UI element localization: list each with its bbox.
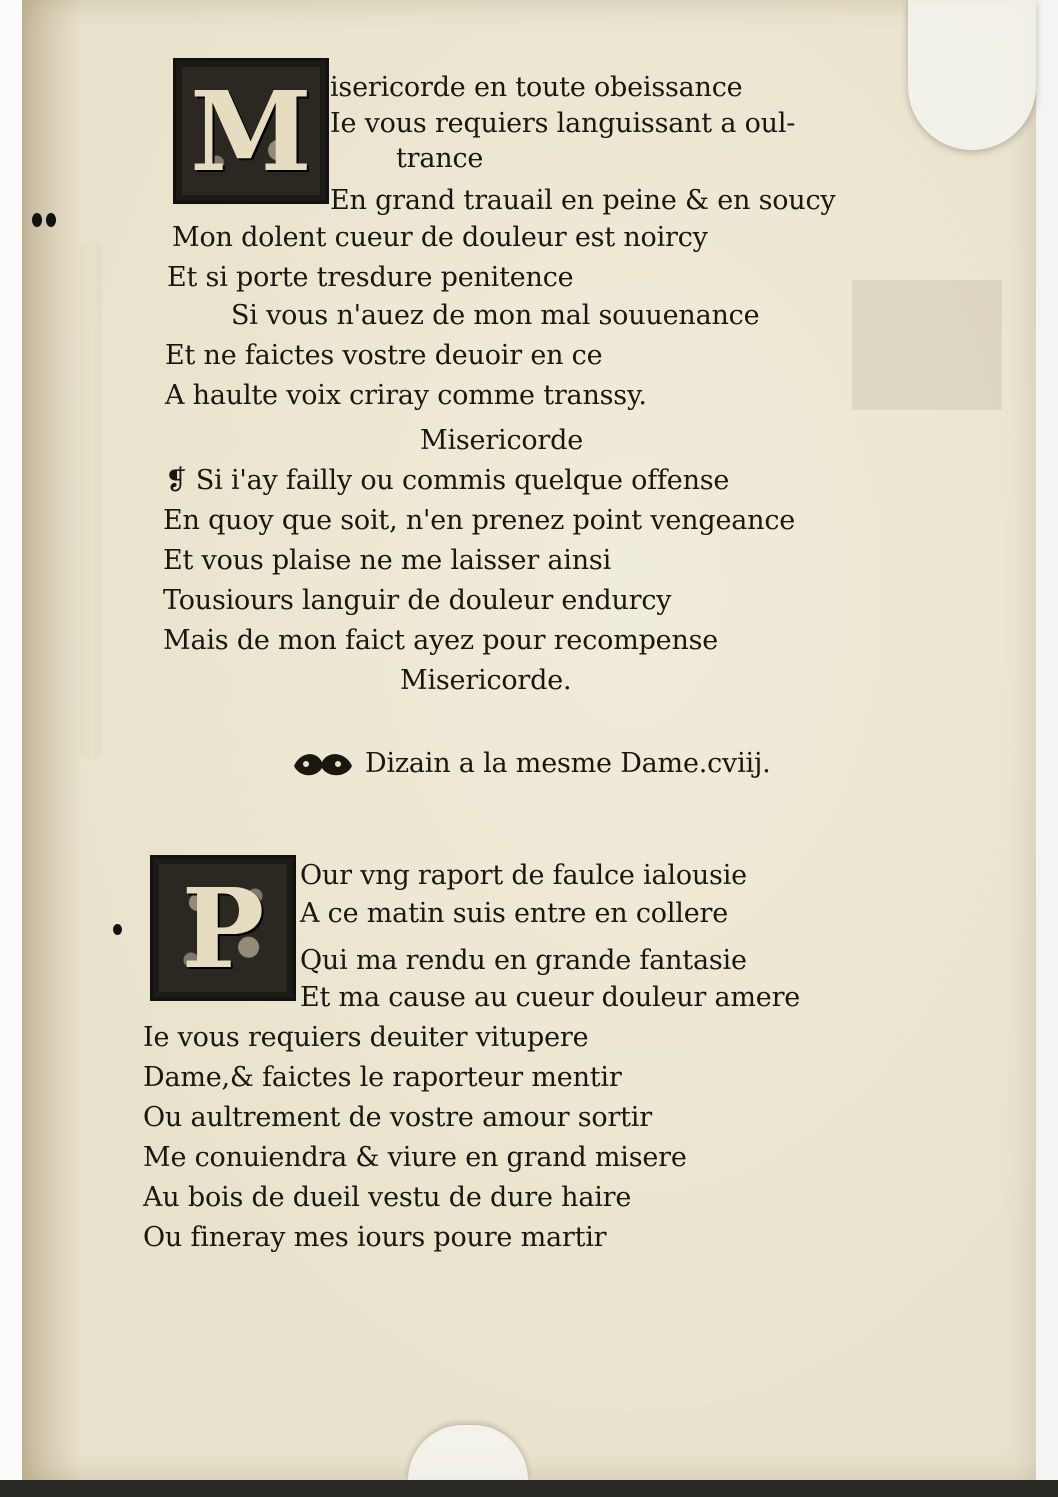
poem-line: trance [396, 143, 484, 174]
decorated-initial-m [173, 58, 329, 204]
poem-line: Mais de mon faict ayez pour recompense [163, 625, 719, 656]
poem-line: Ie vous requiers languissant a oul- [330, 108, 796, 139]
poem-line: Et ma cause au cueur douleur amere [300, 982, 801, 1013]
poem-line: Et si porte tresdure penitence [167, 262, 574, 293]
poem-line-text: Si i'ay failly ou commis quelque offense [195, 465, 730, 496]
show-through-shadow [852, 280, 1002, 410]
poem-line: Et ne faictes vostre deuoir en ce [165, 340, 603, 371]
binding-hole [32, 213, 42, 227]
poem-line [165, 465, 729, 496]
section-heading: Dizain a la mesme Dame.cviij. [365, 748, 771, 779]
poem-line: isericorde en toute obeissance [330, 72, 743, 103]
pilcrow-icon: ❡ [165, 465, 188, 496]
poem-line: A haulte voix criray comme transsy. [165, 380, 647, 411]
poem-line: Ou aultrement de vostre amour sortir [143, 1102, 652, 1133]
scan-bottom-edge [0, 1480, 1058, 1497]
poem-line: Ou fineray mes iours poure martir [143, 1222, 607, 1253]
binding-hole [46, 213, 56, 227]
poem-line: Qui ma rendu en grande fantasie [300, 945, 747, 976]
poem-line: Dame,& faictes le raporteur mentir [143, 1062, 622, 1093]
poem-line: Our vng raport de faulce ialousie [300, 860, 747, 891]
poem-line: A ce matin suis entre en collere [300, 898, 728, 929]
poem-line: Me conuiendra & viure en grand misere [143, 1142, 687, 1173]
poem-line: Mon dolent cueur de douleur est noircy [172, 222, 708, 253]
poem-line: En quoy que soit, n'en prenez point vengeance [163, 505, 796, 536]
poem-line: Ie vous requiers deuiter vitupere [143, 1022, 589, 1053]
initial-letter: P [181, 863, 265, 993]
decorated-initial-p [150, 855, 296, 1001]
poem-line: Tousiours languir de douleur endurcy [163, 585, 672, 616]
page-clip-top [908, 0, 1036, 150]
poem-line: Si vous n'auez de mon mal souuenance [231, 300, 760, 331]
scan-left-margin [0, 0, 22, 1497]
refrain-line: Misericorde [420, 425, 584, 456]
poem-line: Au bois de dueil vestu de dure haire [143, 1182, 632, 1213]
poem-line: Et vous plaise ne me laisser ainsi [163, 545, 612, 576]
binding-thread [80, 240, 102, 760]
refrain-line: Misericorde. [400, 665, 572, 696]
initial-letter: M [190, 66, 312, 196]
binding-hole [113, 924, 122, 935]
fleuron-icon [290, 746, 356, 782]
poem-line: En grand trauail en peine & en soucy [330, 185, 836, 216]
